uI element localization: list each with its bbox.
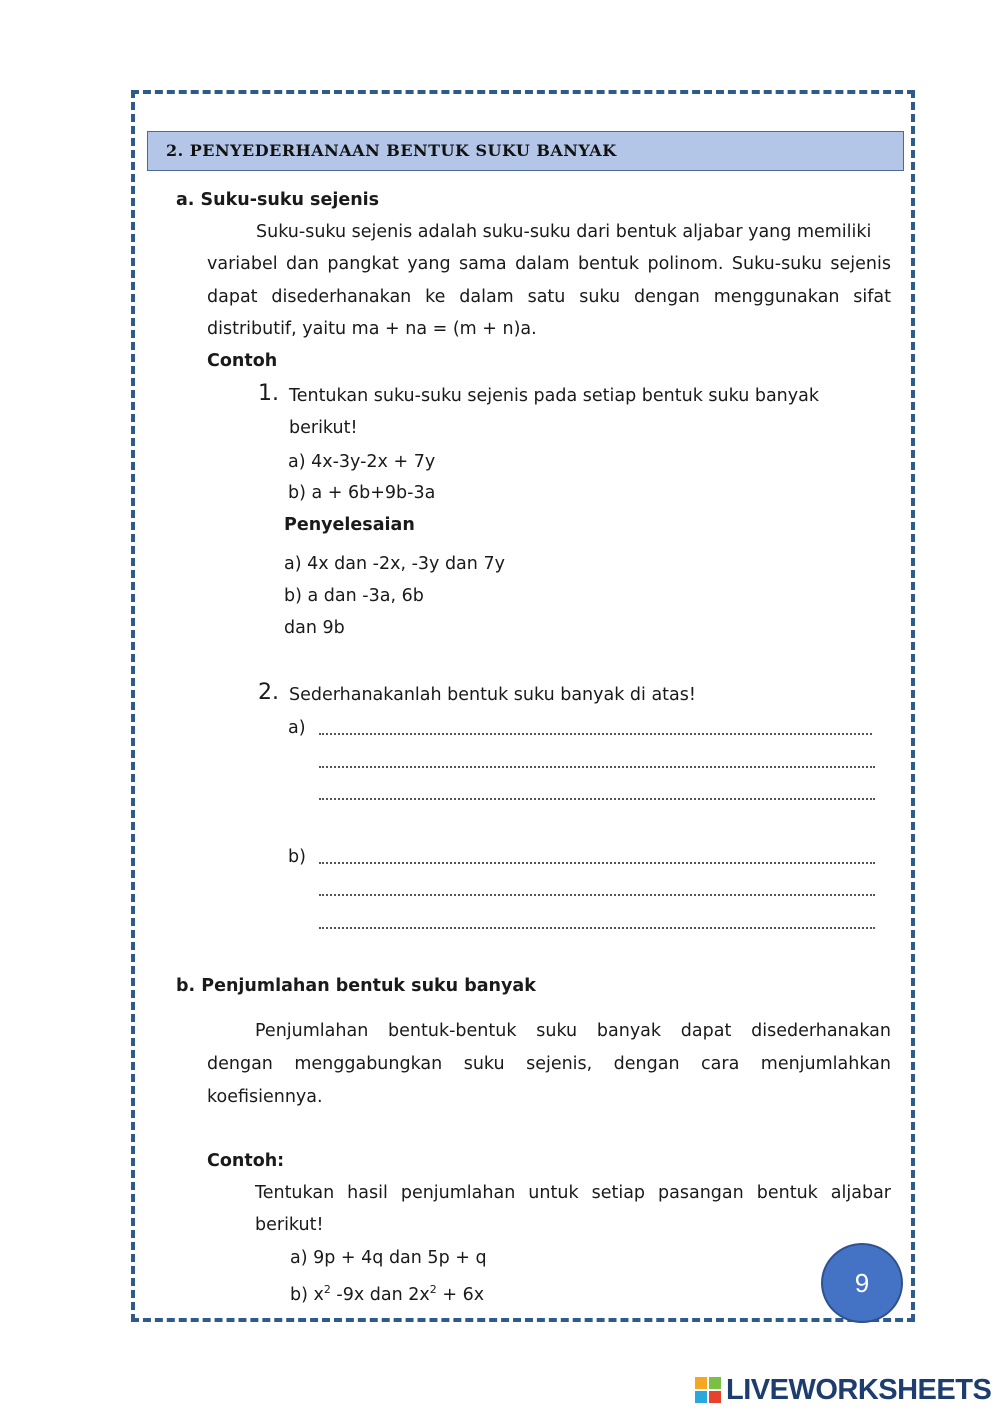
answer-line[interactable] xyxy=(319,798,875,800)
part-b-title: b. Penjumlahan bentuk suku banyak xyxy=(176,976,536,996)
answer-line[interactable] xyxy=(319,927,875,929)
question-1-number: 1. xyxy=(258,381,279,406)
question-2-b-label: b) xyxy=(288,847,306,867)
question-2-a-label: a) xyxy=(288,718,306,738)
part-a-para-line3: dapat disederhanakan ke dalam satu suku dengan menggunakan sifat xyxy=(207,287,891,307)
section-header xyxy=(147,131,904,171)
answer-b-continued: dan 9b xyxy=(284,618,345,638)
example-line1: Tentukan hasil penjumlahan untuk setiap pasangan bentuk aljabar xyxy=(255,1183,891,1203)
answer-line[interactable] xyxy=(319,766,875,768)
part-b-para-line3: koefisiennya. xyxy=(207,1087,323,1107)
liveworksheets-watermark xyxy=(695,1375,991,1405)
part-a-para-line2: variabel dan pangkat yang sama dalam bentuk polinom. Suku-suku sejenis xyxy=(207,254,891,274)
answer-b: b) a dan -3a, 6b xyxy=(284,586,424,606)
question-1-item-b: b) a + 6b+9b-3a xyxy=(288,483,436,503)
part-b-para-line2: dengan menggabungkan suku sejenis, dengan cara menjumlahkan xyxy=(207,1054,891,1074)
penyelesaian-label: Penyelesaian xyxy=(284,515,415,535)
liveworksheets-logo-icon xyxy=(695,1377,721,1403)
contoh-label-b: Contoh: xyxy=(207,1151,285,1171)
question-2-number: 2. xyxy=(258,680,279,705)
contoh-label: Contoh xyxy=(207,351,278,371)
answer-line[interactable] xyxy=(319,894,875,896)
example-item-a: a) 9p + 4q dan 5p + q xyxy=(290,1248,487,1268)
part-a-para-line4: distributif, yaitu ma + na = (m + n)a. xyxy=(207,319,537,339)
question-1-line1: Tentukan suku-suku sejenis pada setiap bentuk suku banyak xyxy=(289,386,819,406)
question-1-line2: berikut! xyxy=(289,418,358,438)
answer-a: a) 4x dan -2x, -3y dan 7y xyxy=(284,554,505,574)
section-header-title: 2. PENYEDERHANAAN BENTUK SUKU BANYAK xyxy=(166,141,617,160)
page-number-badge: 9 xyxy=(821,1243,903,1323)
example-item-b: b) $x^2$ -9x dan $2x^2 + 6x$ xyxy=(290,1283,485,1305)
example-line2: berikut! xyxy=(255,1215,324,1235)
watermark-text: LIVEWORKSHEETS xyxy=(726,1373,992,1406)
part-a-para-line1: Suku-suku sejenis adalah suku-suku dari bentuk aljabar yang memiliki xyxy=(256,222,872,242)
question-1-item-a: a) 4x-3y-2x + 7y xyxy=(288,452,436,472)
part-a-title: a. Suku-suku sejenis xyxy=(176,190,380,210)
question-2-text: Sederhanakanlah bentuk suku banyak di atas! xyxy=(289,685,696,705)
part-b-para-line1: Penjumlahan bentuk-bentuk suku banyak dapat disederhanakan xyxy=(255,1021,891,1041)
answer-line[interactable] xyxy=(319,733,872,735)
answer-line[interactable] xyxy=(319,862,875,864)
